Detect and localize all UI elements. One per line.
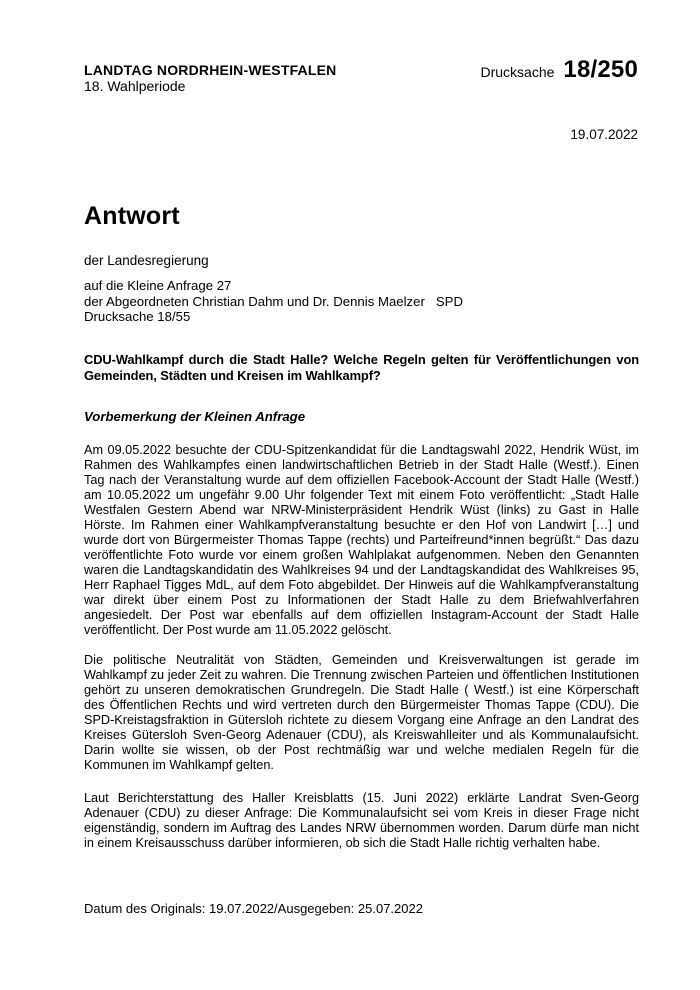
vorbemerkung-heading: Vorbemerkung der Kleinen Anfrage [84,408,306,424]
document-body [84,0,639,916]
vorbemerkung-paragraph-3: Laut Berichterstattung des Haller Kreisblatts (15. Juni 2022) erklärte Landrat Sven-Georg Adenauer (CDU) zu dieser Anfrage: Die Kommunalaufsicht sei vom Kreis in dieser Frage nicht eigenständig, sondern im Auftrag des Landes NRW übernommen worden. Darum dürfe man nicht in einem Kreisausschuss darüber informieren, ob sich die Stadt Halle richtig verhalten habe. [84,790,639,850]
reference-questioners-line [84,294,639,310]
drucksache-label: Drucksache [480,64,555,80]
footer-dates-line: Datum des Originals: 19.07.2022/Ausgegeben: 25.07.2022 [84,900,423,916]
reference-drucksache: Drucksache 18/55 [84,309,191,324]
party-label: SPD [435,293,463,309]
document-date: 19.07.2022 [570,127,638,142]
reference-questioners: der Abgeordneten Christian Dahm und Dr. Dennis Maelzer [84,293,425,309]
answer-title: Antwort [84,202,180,230]
subject-title: CDU-Wahlkampf durch die Stadt Halle? Welche Regeln gelten für Veröffentlichungen von Gemeinden, Städten und Kreisen im Wahlkampf? [84,351,639,383]
institution-name: LANDTAG NORDRHEIN-WESTFALEN [84,62,337,78]
reference-block [84,278,639,325]
answer-author: der Landesregierung [84,253,209,268]
vorbemerkung-paragraph-1: Am 09.05.2022 besuchte der CDU-Spitzenkandidat für die Landtagswahl 2022, Hendrik Wüst, im Rahmen des Wahlkampfes einen landwirtschaftlichen Betrieb in der Stadt Halle (Westf.). Einen Tag nach der Veranstaltung wurde auf dem offiziellen Facebook-Account der Stadt Halle (Westf.) am 10.05.2022 um ungefähr 9.00 Uhr folgender Text mit einem Foto veröffentlicht: „Stadt Halle Westfalen Gestern Abend war NRW-Ministerpräsident Hendrik Wüst (links) zu Gast in Halle Hörste. Im Rahmen einer Wahlkampfveranstaltung besuchte er den Hof von Landwirt […] und wurde dort von Bürgermeister Thomas Tappe (rechts) und Parteifreund*innen begrüßt.“ Das dazu veröffentlichte Foto wurde vor einem großen Wahlplakat aufgenommen. Neben den Genannten waren die Landtagskandidatin des Wahlkreises 94 und der Landtagskandidat des Wahlkreises 95, Herr Raphael Tigges MdL, auf dem Foto abgebildet. Der Hinweis auf die Wahlkampfveranstaltung war direkt über einem Post zu Informationen der Stadt Halle zu dem Briefwahlverfahren angesiedelt. Der Post war ebenfalls auf dem offiziellen Instagram-Account der Stadt Halle veröffentlicht. Der Post wurde am 11.05.2022 gelöscht. [84,442,639,637]
legislative-period: 18. Wahlperiode [84,77,186,94]
reference-anfrage: auf die Kleine Anfrage 27 [84,278,232,293]
drucksache-number: 18/250 [563,56,638,83]
vorbemerkung-paragraph-2: Die politische Neutralität von Städten, Gemeinden und Kreisverwaltungen ist gerade im Wahlkampf zu jeder Zeit zu wahren. Die Trennung zwischen Parteien und öffentlichen Institutionen gehört zu unseren demokratischen Grundregeln. Die Stadt Halle ( Westf.) ist eine Körperschaft des Öffentlichen Rechts und wird vertreten durch den Bürgermeister Thomas Tappe (CDU). Die SPD-Kreistagsfraktion in Gütersloh richtete zu diesem Vorgang eine Anfrage an den Landrat des Kreises Gütersloh Sven-Georg Adenauer (CDU), als Kreiswahlleiter und als Kommunalaufsicht. Darin wollte sie wissen, ob der Post rechtmäßig war und welche medialen Regeln für die Kommunen im Wahlkampf gelten. [84,652,639,772]
